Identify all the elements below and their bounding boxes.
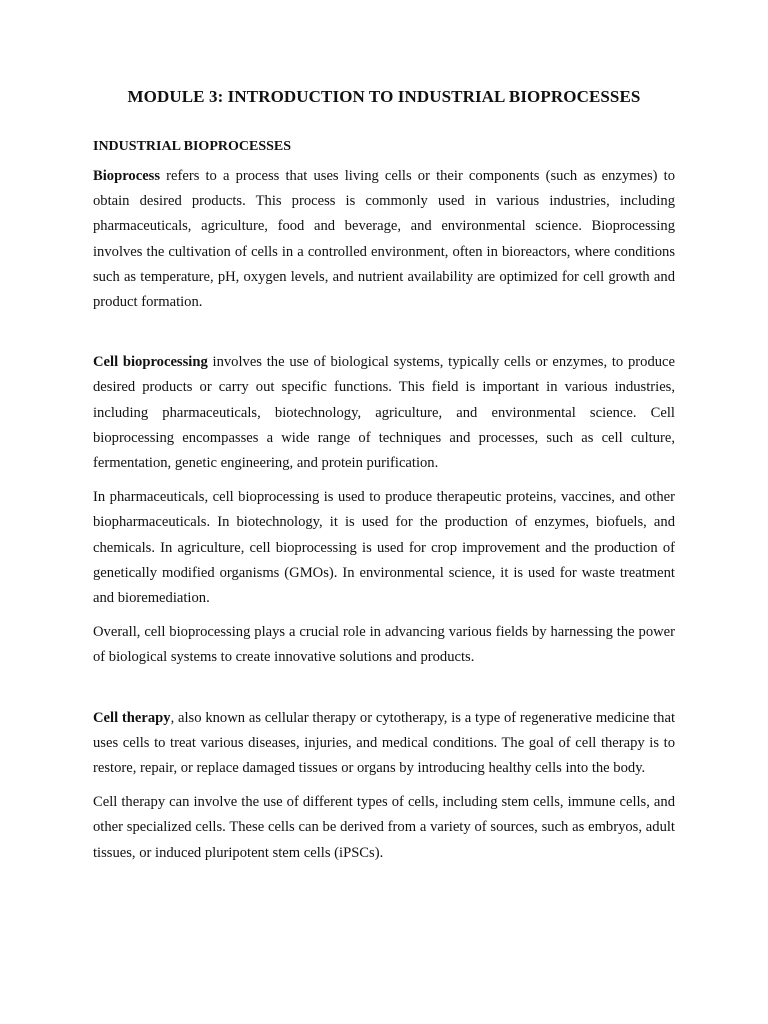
paragraph-cell-types: [93, 790, 675, 866]
paragraph-text: , also known as cellular therapy or cytotherapy, is a type of regenerative medicine that uses cells to treat various diseases, injuries, and medical conditions. The goal of cell therapy is to restore, repair, or replace damaged tissues or organs by introducing healthy cells into the body.: [93, 709, 675, 777]
document-body: [93, 86, 675, 866]
paragraph-overall: [93, 620, 675, 670]
paragraph-cell-therapy: [93, 706, 675, 782]
paragraph-text: Overall, cell bioprocessing plays a crucial role in advancing various fields by harnessing the power of biological systems to create innovative solutions and products.: [93, 624, 675, 666]
paragraph-bioprocess: [93, 164, 675, 315]
section-heading: INDUSTRIAL BIOPROCESSES: [93, 139, 292, 154]
paragraph-text: In pharmaceuticals, cell bioprocessing is used to produce therapeutic proteins, vaccines, and other biopharmaceuticals. In biotechnology, it is used for the production of enzymes, biofuels, and chemicals. In agriculture, cell bioprocessing is used for crop improvement and the production of genetically modified organisms (GMOs). In environmental science, it is used for waste treatment and bioremediation.: [93, 489, 675, 607]
paragraph-text: involves the use of biological systems, typically cells or enzymes, to produce desired products or carry out specific functions. This field is important in various industries, including pharmaceuticals, biotechnology, agriculture, and environmental science. Cell bioprocessing encompasses a wide range of techniques and processes, such as cell culture, fermentation, genetic engineering, and protein purification.: [93, 354, 675, 472]
paragraph-text: Cell therapy can involve the use of different types of cells, including stem cells, immune cells, and other specialized cells. These cells can be derived from a variety of sources, such as embryos, adult tissues, or induced pluripotent stem cells (iPSCs).: [93, 794, 675, 861]
paragraph-cell-bioprocessing: [93, 350, 675, 476]
paragraph-applications: [93, 485, 675, 611]
term-cell-therapy: Cell therapy: [93, 709, 171, 726]
document-title: MODULE 3: INTRODUCTION TO INDUSTRIAL BIOPROCESSES: [127, 87, 641, 106]
term-bioprocess: Bioprocess: [93, 168, 161, 184]
term-cell-bioprocessing: Cell bioprocessing: [93, 354, 208, 371]
paragraph-text: refers to a process that uses living cells or their components (such as enzymes) to obtain desired products. This process is commonly used in various industries, including pharmaceuticals, agriculture, food and beverage, and environmental science. Bioprocessing involves the cultivation of cells in a controlled environment, often in bioreactors, where conditions such as temperature, pH, oxygen levels, and nutrient availability are optimized for cell growth and product formation.: [93, 168, 675, 311]
